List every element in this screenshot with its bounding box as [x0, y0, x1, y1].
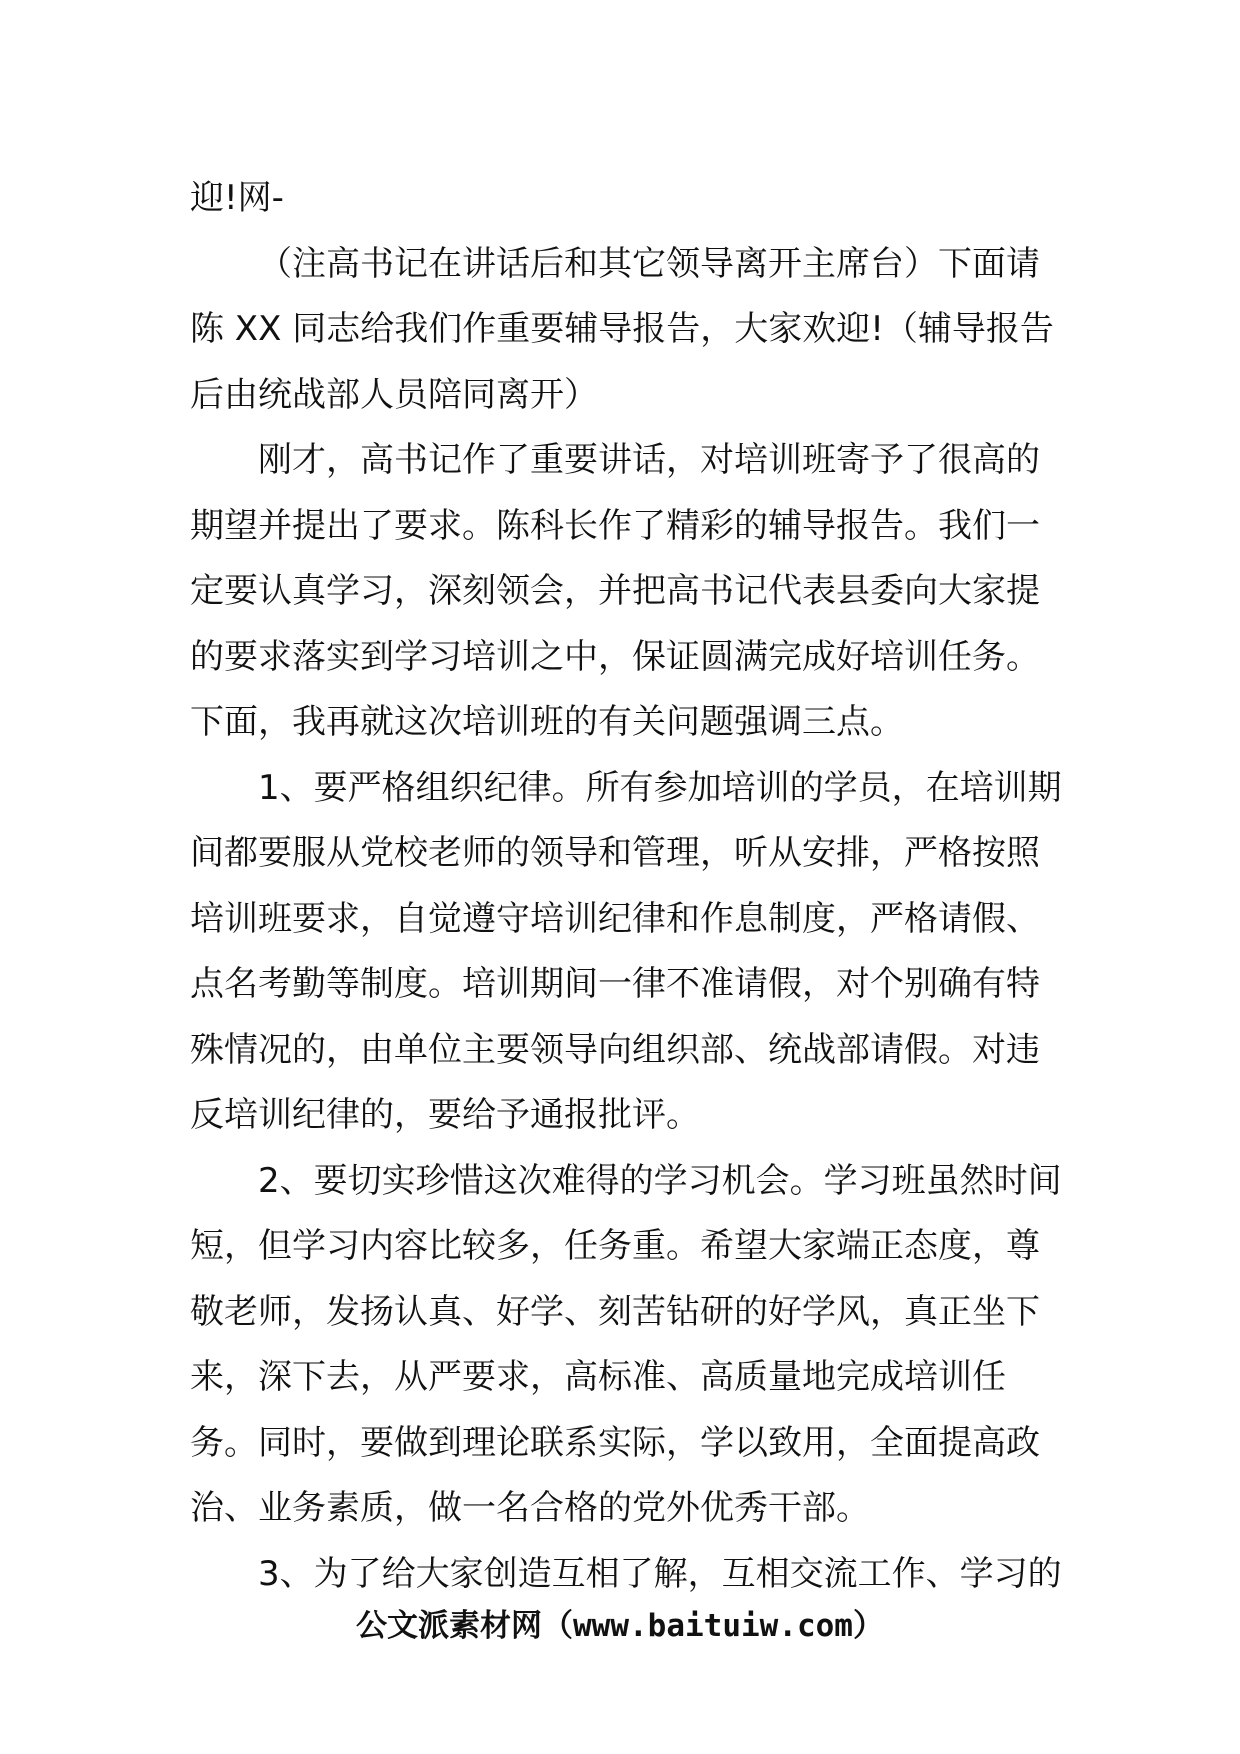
text-line: 间都要服从党校老师的领导和管理，听从安排，严格按照	[190, 833, 1040, 873]
text-line: 培训班要求，自觉遵守培训纪律和作息制度，严格请假、	[190, 898, 1040, 939]
text-line: 2、要切实珍惜这次难得的学习机会。学习班虽然时间	[258, 1160, 1062, 1201]
text-line: 迎!网-	[190, 178, 284, 218]
text-line: 殊情况的，由单位主要领导向组织部、统战部请假。对违	[190, 1029, 1040, 1070]
text-line: 敬老师，发扬认真、好学、刻苦钻研的好学风，真正坐下	[190, 1291, 1040, 1332]
text-line: 后由统战部人员陪同离开）	[190, 374, 598, 415]
text-line: 期望并提出了要求。陈科长作了精彩的辅导报告。我们一	[190, 505, 1040, 546]
text-line: 1、要严格组织纪律。所有参加培训的学员，在培训期	[258, 767, 1062, 808]
text-line: 反培训纪律的，要给予通报批评。	[190, 1095, 700, 1135]
text-line: 短，但学习内容比较多，任务重。希望大家端正态度，尊	[190, 1226, 1040, 1266]
document-body	[190, 166, 1070, 1607]
text-line: 定要认真学习，深刻领会，并把高书记代表县委向大家提	[190, 571, 1040, 611]
text-line: 点名考勤等制度。培训期间一律不准请假，对个别确有特	[190, 964, 1040, 1004]
footer-site-name: 公文派素材网	[356, 1608, 543, 1644]
text-line: （注高书记在讲话后和其它领导离开主席台）下面请	[258, 243, 1040, 284]
text-line: 治、业务素质，做一名合格的党外优秀干部。	[190, 1488, 870, 1528]
text-line: 3、为了给大家创造互相了解，互相交流工作、学习的	[258, 1553, 1062, 1594]
text-line: 务。同时，要做到理论联系实际，学以致用，全面提高政	[190, 1422, 1040, 1463]
text-line: 陈 XX 同志给我们作重要辅导报告，大家欢迎!（辅导报告	[190, 309, 1054, 349]
text-line: 的要求落实到学习培训之中，保证圆满完成好培训任务。	[190, 636, 1040, 677]
text-line: 刚才，高书记作了重要讲话，对培训班寄予了很高的	[258, 440, 1040, 480]
page-footer	[0, 1606, 1240, 1646]
text-line: 下面，我再就这次培训班的有关问题强调三点。	[190, 702, 904, 742]
footer-url: （www.baituiw.com）	[542, 1608, 884, 1644]
text-line: 来，深下去，从严要求，高标准、高质量地完成培训任	[190, 1357, 1006, 1397]
